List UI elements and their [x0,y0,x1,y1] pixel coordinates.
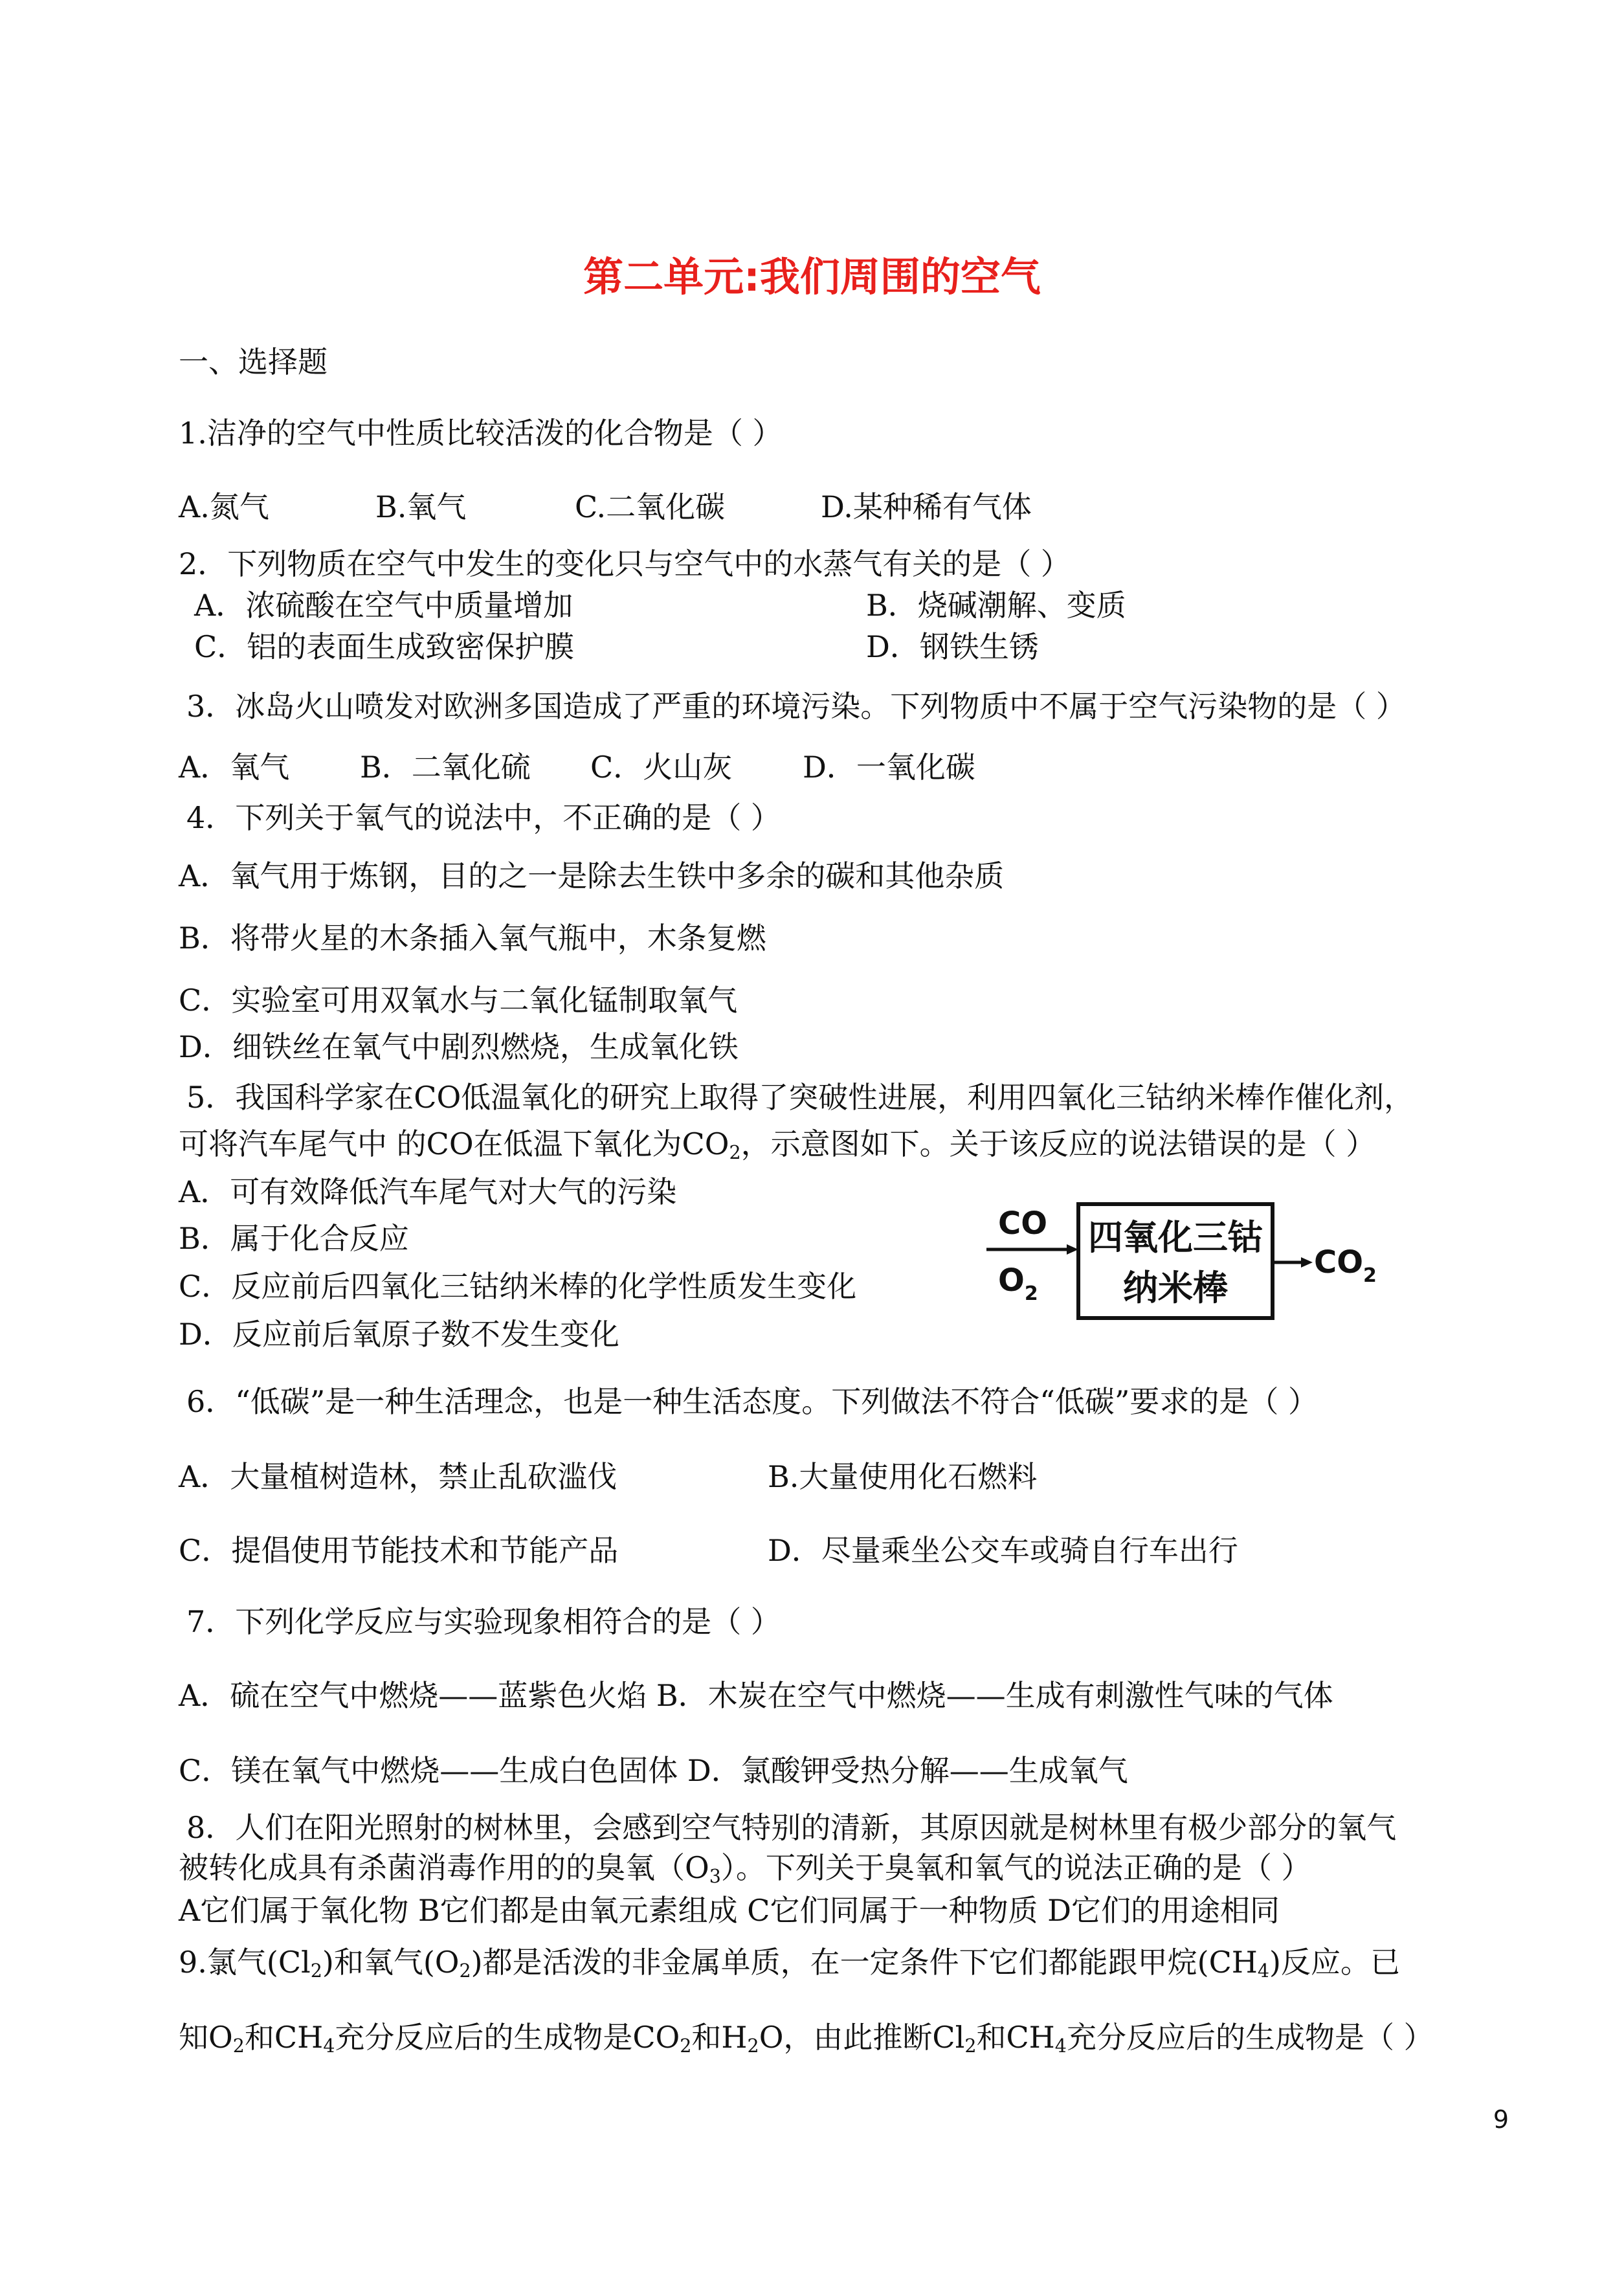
q7-options-cd: C．镁在氧气中燃烧——生成白色固体 D．氯酸钾受热分解——生成氧气 [179,1753,1128,1788]
diagram-input-o2: $O_2$ [998,1262,1038,1305]
q9-stem-line1: 9.氯气$(Cl_2)$和氧气$(O_2)$都是活泼的非金属单质，在一定条件下它们都能跟甲烷$(CH_4)$反应。已 [179,1945,1400,1982]
q7-options-ab: A．硫在空气中燃烧——蓝紫色火焰 B．木炭在空气中燃烧——生成有刺激性气味的气体 [179,1678,1333,1713]
q5-stem-line1: 5．我国科学家在CO低温氧化的研究上取得了突破性进展，利用四氧化三钴纳米棒作催化剂， [186,1080,1414,1115]
q3-stem: 3．冰岛火山喷发对欧洲多国造成了严重的环境污染。下列物质中不属于空气污染物的是（ ） [186,689,1406,724]
q2-option-b: B．烧碱潮解、变质 [866,588,1126,623]
q6-option-a: A．大量植树造林，禁止乱砍滥伐 [179,1459,617,1494]
q4-option-d: D．细铁丝在氧气中剧烈燃烧，生成氧化铁 [179,1029,739,1064]
q6-option-d: D．尽量乘坐公交车或骑自行车出行 [768,1533,1238,1568]
q8-options: A它们属于氧化物 B它们都是由氧元素组成 C它们同属于一种物质 D它们的用途相同 [179,1893,1280,1928]
diagram-box-line1: 四氧化三钴 [1088,1217,1263,1258]
q2-option-d: D．钢铁生锈 [866,629,1039,664]
diagram-output-co2: $CO_2$ [1314,1244,1377,1287]
q9-stem-line2: 知$O_2$和$CH_4$充分反应后的生成物是$CO_2$和$H_2O$，由此推断$Cl_2$和$CH_4$充分反应后的生成物是（ ） [179,2020,1434,2057]
q1-option-d: D.某种稀有气体 [821,489,1032,524]
q2-option-c: C．铝的表面生成致密保护膜 [194,629,575,664]
q8-stem-line1: 8．人们在阳光照射的树林里，会感到空气特别的清新，其原因就是树林里有极少部分的氧气 [186,1810,1397,1845]
q1-stem: 1.洁净的空气中性质比较活泼的化合物是（ ） [179,416,783,451]
q6-option-b: B.大量使用化石燃料 [768,1459,1038,1494]
q8-stem-line2: 被转化成具有杀菌消毒作用的的臭氧$(O_3)$。下列关于臭氧和氧气的说法正确的是（ ） [179,1850,1311,1888]
q5-option-a: A．可有效降低汽车尾气对大气的污染 [179,1174,677,1209]
q7-stem: 7．下列化学反应与实验现象相符合的是（ ） [186,1604,781,1639]
q2-option-a: A．浓硫酸在空气中质量增加 [194,588,573,623]
q3-option-c: C．火山灰 [590,750,733,785]
q3-option-a: A．氧气 [179,750,290,785]
section-heading: 一、选择题 [179,344,328,379]
diagram-box-line2: 纳米棒 [1123,1268,1228,1308]
reaction-diagram [984,1196,1385,1332]
q6-option-c: C．提倡使用节能技术和节能产品 [179,1533,619,1568]
q1-option-b: B.氧气 [375,489,467,524]
q5-option-d: D．反应前后氧原子数不发生变化 [179,1317,619,1352]
diagram-input-co: CO [998,1205,1048,1242]
q4-stem: 4．下列关于氧气的说法中，不正确的是（ ） [186,800,781,835]
q3-option-d: D．一氧化碳 [803,750,975,785]
page-number: 9 [1493,2105,1509,2134]
q4-option-b: B．将带火星的木条插入氧气瓶中，木条复燃 [179,921,766,956]
q4-option-a: A．氧气用于炼钢，目的之一是除去生铁中多余的碳和其他杂质 [179,858,1005,893]
q4-option-c: C．实验室可用双氧水与二氧化锰制取氧气 [179,983,738,1018]
q3-option-b: B．二氧化硫 [360,750,531,785]
q1-option-a: A.氮气 [179,489,269,524]
q5-stem-line2: 可将汽车尾气中 的CO在低温下氧化为$CO_2$，示意图如下。关于该反应的说法错误的是（ ） [179,1126,1376,1164]
q5-option-b: B．属于化合反应 [179,1221,409,1256]
q6-stem: 6．“低碳”是一种生活理念，也是一种生活态度。下列做法不符合“低碳”要求的是（ ） [186,1384,1318,1419]
q2-stem: 2．下列物质在空气中发生的变化只与空气中的水蒸气有关的是（ ） [179,546,1071,581]
page-title: 第二单元:我们周围的空气 [583,253,1041,300]
q5-option-c: C．反应前后四氧化三钴纳米棒的化学性质发生变化 [179,1269,857,1304]
q1-option-c: C.二氧化碳 [575,489,726,524]
diagram-arrow-out-head [1301,1257,1313,1268]
